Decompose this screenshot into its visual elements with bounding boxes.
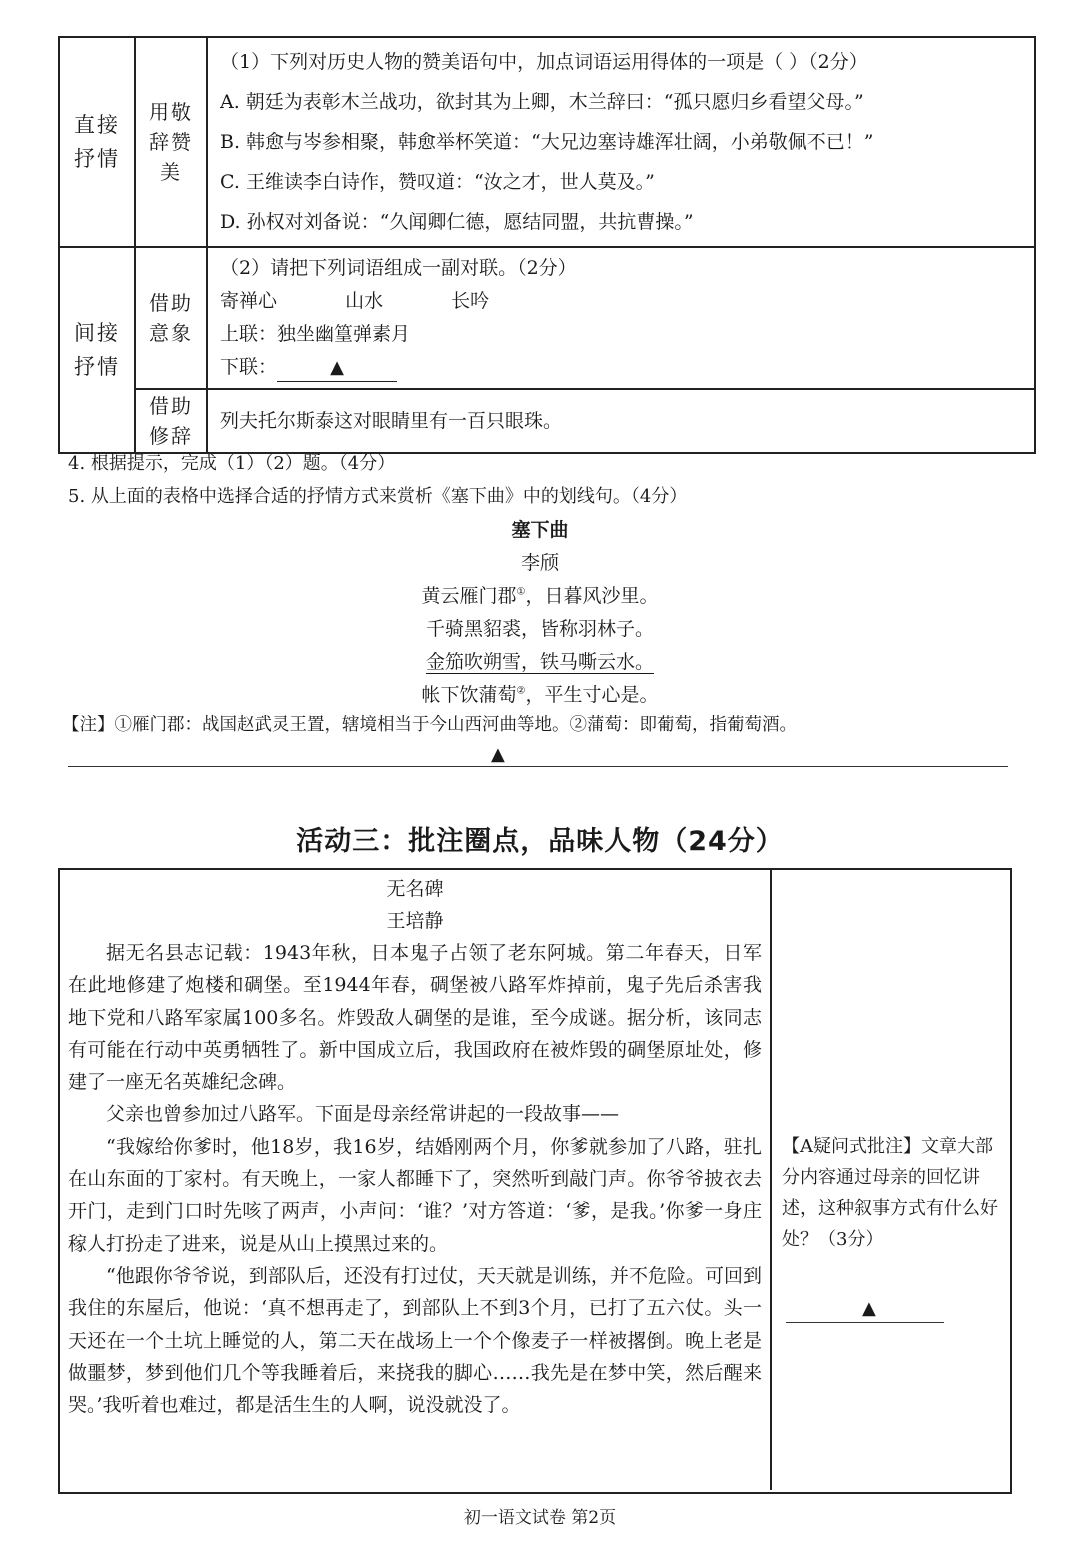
answer-line-annotation[interactable] xyxy=(786,1322,944,1323)
word-1: 寄禅心 xyxy=(220,290,278,312)
answer-blank-couplet[interactable]: ▲ xyxy=(277,355,397,382)
word-2: 山水 xyxy=(345,290,384,312)
sub-imagery: 借助意象 xyxy=(135,247,207,389)
category-indirect: 间接抒情 xyxy=(59,247,135,453)
annotation-a: 【A疑问式批注】文章大部分内容通过母亲的回忆讲述，这种叙事方式有什么好处？（3分） xyxy=(782,1136,998,1250)
expression-table xyxy=(58,36,1036,454)
option-d: D. 孙权对刘备说：“久闻卿仁德，愿结同盟，共抗曹操。” xyxy=(220,211,694,233)
poem-note: 【注】①雁门郡：战国赵武灵王置，辖境相当于今山西河曲等地。②蒲萄：即葡萄，指葡萄酒。 xyxy=(62,715,797,735)
sub-honorific: 用敬辞赞美 xyxy=(135,37,207,247)
story-body xyxy=(68,873,762,1421)
question-2-text: （2）请把下列词语组成一副对联。（2分） xyxy=(220,257,577,279)
section-title: 活动三：批注圈点，品味人物（24分） xyxy=(296,826,784,857)
rhetoric-cell xyxy=(207,389,1035,453)
answer-mark-q5: ▲ xyxy=(491,744,505,765)
answer-line-q5[interactable] xyxy=(68,766,1008,767)
story-author: 王培静 xyxy=(386,910,444,932)
option-a: A. 朝廷为表彰木兰战功，欲封其为上卿，木兰辞曰：“孤只愿归乡看望父母。” xyxy=(220,91,864,113)
answer-mark-annotation: ▲ xyxy=(862,1298,876,1319)
option-b: B. 韩愈与岑参相聚，韩愈举杯笑道：“大兄边塞诗雄浑壮阔，小弟敬佩不已！” xyxy=(220,131,874,153)
lower-couplet: 下联： ▲ xyxy=(220,351,1024,384)
question-5: 5. 从上面的表格中选择合适的抒情方式来赏析《塞下曲》中的划线句。（4分） xyxy=(68,486,688,507)
poem-author: 李颀 xyxy=(520,552,559,574)
sub-rhetoric: 借助修辞 xyxy=(135,389,207,453)
upper-couplet: 上联：独坐幽篁弹素月 xyxy=(220,323,411,345)
option-c: C. 王维读李白诗作，赞叹道：“汝之才，世人莫及。” xyxy=(220,171,655,193)
rhetoric-sentence: 列夫托尔斯泰这对眼睛里有一百只眼珠。 xyxy=(220,410,563,432)
poem-line-3-underlined: 金笳吹朔雪，铁马嘶云水。 xyxy=(425,651,654,673)
story-paragraph-4: “他跟你爷爷说，到部队后，还没有打过仗，天天就是训练，并不危险。可回到我住的东屋后，他说：‘真不想再走了，到部队上不到3个月，已打了五六仗。头一天还在一个土坑上睡觉的人，第二天在战场上一个个像麦子一样被撂倒。晚上老是做噩梦，梦到他们几个等我睡着后，来挠我的脚心……我先是在梦中笑，然后醒来哭。’我听着也难过，都是活生生的人啊，说没就没了。 xyxy=(68,1264,762,1417)
word-3: 长吟 xyxy=(451,290,490,312)
couplet-words xyxy=(220,285,1024,318)
story-paragraph-3: “我嫁给你爹时，他18岁，我16岁，结婚刚两个月，你爹就参加了八路，驻扎在山东面的丁家村。有天晚上，一家人都睡下了，突然听到敲门声。你爷爷披衣去开门，走到门口时先咳了两声，小声问：‘谁？’对方答道：‘爹，是我。’你爹一身庄稼人打扮走了进来，说是从山上摸黑过来的。 xyxy=(68,1135,762,1255)
page-footer: 初一语文试卷 第2页 xyxy=(463,1508,617,1528)
column-divider xyxy=(770,870,772,1490)
question-4: 4. 根据提示，完成（1）（2）题。（4分） xyxy=(68,453,396,474)
question-2-cell xyxy=(207,247,1035,389)
category-direct: 直接抒情 xyxy=(59,37,135,247)
question-1-cell xyxy=(207,37,1035,247)
story-paragraph-2: 父亲也曾参加过八路军。下面是母亲经常讲起的一段故事—— xyxy=(106,1103,620,1126)
story-title: 无名碑 xyxy=(386,878,444,900)
poem-line-2: 千骑黑貂裘，皆称羽林子。 xyxy=(425,618,654,640)
poem-title: 塞下曲 xyxy=(511,519,569,541)
question-1-text: （1）下列对历史人物的赞美语句中，加点词语运用得体的一项是（ ）（2分） xyxy=(220,51,868,73)
poem-line-4: 帐下饮蒲萄②，平生寸心是。 xyxy=(421,684,659,706)
poem-line-1: 黄云雁门郡①，日暮风沙里。 xyxy=(421,585,659,607)
story-paragraph-1: 据无名县志记载：1943年秋，日本鬼子占领了老东阿城。第二年春天，日军在此地修建了炮楼和碉堡。至1944年春，碉堡被八路军炸掉前，鬼子先后杀害我地下党和八路军家属100多名。炸毁敌人碉堡的是谁，至今成谜。据分析，该同志有可能在行动中英勇牺牲了。新中国成立后，我国政府在被炸毁的碉堡原址处，修建了一座无名英雄纪念碑。 xyxy=(68,942,762,1094)
